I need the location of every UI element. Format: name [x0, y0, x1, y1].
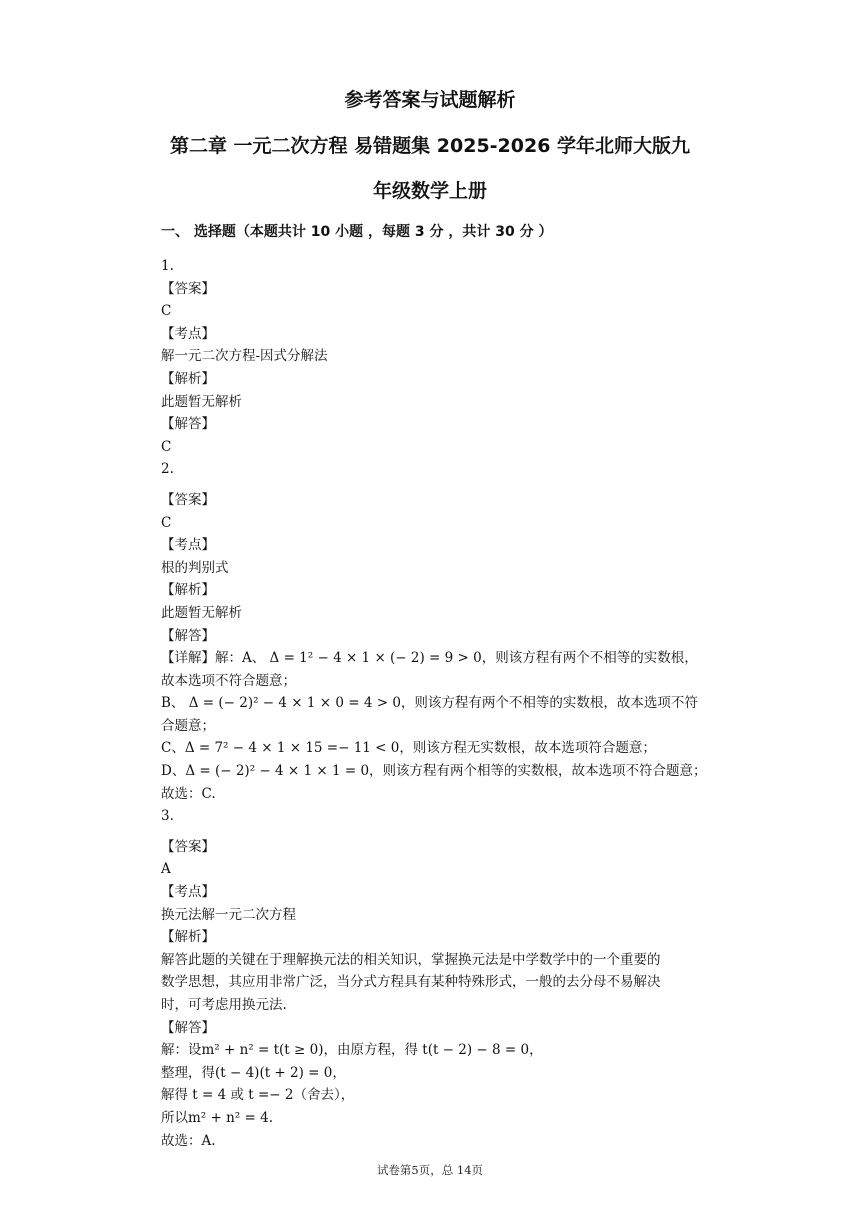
solution-label: 【解答】: [161, 627, 215, 644]
analysis-line: 数学思想，其应用非常广泛，当分式方程具有某种特殊形式，一般的去分母不易解决: [161, 974, 661, 991]
question-number: 1.: [161, 258, 174, 274]
solution-line: 解得 t = 4 或 t =− 2（舍去），: [161, 1087, 355, 1104]
solution-line: B、 Δ = (− 2)² − 4 × 1 × 0 = 4 > 0，则该方程有两个不相等的实数根，故本选项不符: [161, 695, 698, 712]
solution-line: D、Δ = (− 2)² − 4 × 1 × 1 = 0，则该方程有两个相等的实数根，故本选项不符合题意；: [161, 763, 707, 780]
analysis-line: 解答此题的关键在于理解换元法的相关知识，掌握换元法是中学数学中的一个重要的: [161, 951, 661, 968]
document-title-line-2: 年级数学上册: [372, 180, 487, 202]
answer-body: [161, 255, 736, 1152]
solution-line: 【详解】解：A、 Δ = 1² − 4 × 1 × (− 2) = 9 > 0，则该方程有两个不相等的实数根，: [161, 650, 698, 667]
section-heading: 一、 选择题（本题共计 10 小题 ，每题 3 分 ，共计 30 分 ）: [161, 224, 553, 240]
answer-value: C: [161, 303, 172, 320]
page-footer: 试卷第5页，总 14页: [376, 1163, 484, 1177]
solution-line: C、Δ = 7² − 4 × 1 × 15 =− 11 < 0，则该方程无实数根，故本选项符合题意；: [161, 740, 656, 757]
answer-label: 【答案】: [161, 280, 215, 297]
answer-label: 【答案】: [161, 838, 215, 855]
point-value: 换元法解一元二次方程: [161, 906, 296, 923]
solution-line: 合题意；: [161, 717, 215, 734]
solution-label: 【解答】: [161, 416, 215, 433]
point-label: 【考点】: [161, 537, 215, 554]
solution-label: 【解答】: [161, 1019, 215, 1036]
question-number: 3.: [161, 808, 174, 825]
analysis-label: 【解析】: [161, 929, 215, 946]
point-label: 【考点】: [161, 325, 215, 342]
answer-label: 【答案】: [161, 491, 215, 508]
page-title: 参考答案与试题解析: [344, 89, 516, 111]
document-title-line-1: 第二章 一元二次方程 易错题集 2025-2026 学年北师大版九: [169, 135, 691, 157]
analysis-line: 时，可考虑用换元法.: [161, 997, 287, 1013]
solution-text: C: [161, 438, 172, 455]
answer-value: C: [161, 514, 172, 531]
analysis-text: 此题暂无解析: [161, 604, 242, 621]
question-number: 2.: [161, 461, 174, 478]
analysis-label: 【解析】: [161, 370, 215, 387]
solution-line: 整理，得(t − 4)(t + 2) = 0，: [161, 1064, 346, 1081]
solution-line: 故本选项不符合题意；: [161, 672, 296, 689]
solution-line: 解：设m² + n² = t(t ≥ 0)，由原方程，得 t(t − 2) − 8 = 0，: [161, 1042, 543, 1059]
answer-value: A: [161, 861, 171, 878]
solution-line: 故选：C.: [161, 785, 216, 802]
analysis-label: 【解析】: [161, 582, 215, 599]
point-label: 【考点】: [161, 884, 215, 901]
point-value: 根的判别式: [161, 559, 229, 576]
solution-line: 所以m² + n² = 4.: [161, 1109, 273, 1126]
solution-line: 故选：A.: [161, 1132, 216, 1149]
analysis-text: 此题暂无解析: [161, 393, 242, 410]
point-value: 解一元二次方程-因式分解法: [161, 348, 328, 365]
